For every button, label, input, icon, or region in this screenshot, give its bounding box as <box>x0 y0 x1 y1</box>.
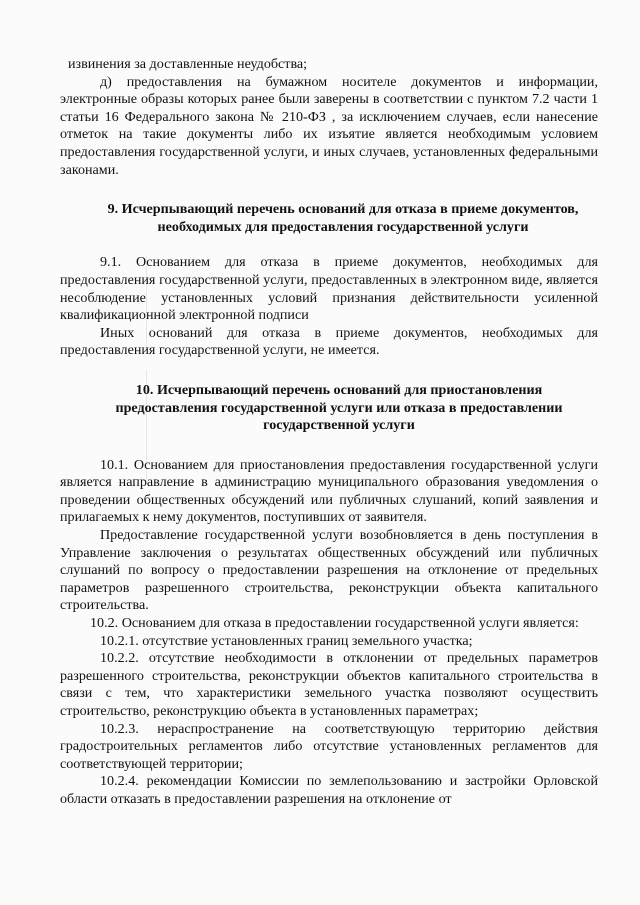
section-10-item-4: 10.2.4. рекомендации Комиссии по землепользованию и застройки Орловской области отказать в предоставлении разрешения на отклонение от <box>60 773 598 807</box>
section-10-paragraph-2: Предоставление государственной услуги возобновляется в день поступления в Управление заключения о результатах общественных обсуждений или публичных слушаний по вопросу о предоставлении разрешения на отклонение от предельных параметров разрешенного строительства, реконструкции объекта капитального строительства. <box>60 527 598 614</box>
section-10-item-2: 10.2.2. отсутствие необходимости в отклонении от предельных параметров разрешенного строительства, реконструкции объектов капитального строительства в связи с тем, что характеристики земельного участка позволяют осуществить строительство, реконструкцию объекта в установленных параметрах; <box>60 650 598 719</box>
section-10-paragraph-3: 10.2. Основанием для отказа в предоставлении государственной услуги является: <box>90 615 579 632</box>
intro-paragraph-d: д) предоставления на бумажном носителе документов и информации, электронные образы которых ранее были заверены в соответствии с пунктом 7.2 части 1 статьи 16 Федерального закона № 210-ФЗ , за исключением случаев, если нанесение отметок на такие документы либо их изъятие является необходимым условием предоставления государственной услуги, и иных случаев, установленных федеральными законами. <box>60 73 598 178</box>
section-9-paragraph-2: Иных оснований для отказа в приеме документов, необходимых для предоставления государственной услуги, не имеется. <box>60 324 598 359</box>
section-10-paragraph-1: 10.1. Основанием для приостановления предоставления государственной услуги является направление в администрацию муниципального образования уведомления о проведении общественных обсуждений или публичных слушаний, копий заявления и прилагаемых к нему документов, поступивших от заявителя. <box>60 456 598 526</box>
document-page <box>60 56 598 809</box>
section-10-item-1: 10.2.1. отсутствие установленных границ земельного участка; <box>100 632 473 649</box>
section-9-heading: 9. Исчерпывающий перечень оснований для отказа в приеме документов, необходимых для предоставления государственной услуги <box>107 201 579 235</box>
intro-line-1: извинения за доставленные неудобства; <box>68 56 308 72</box>
section-10-heading: 10. Исчерпывающий перечень оснований для приостановления предоставления государственной услуги или отказа в предоставлении государственной услуги <box>115 381 563 434</box>
section-9-paragraph-1: 9.1. Основанием для отказа в приеме документов, необходимых для предоставления государственной услуги, предоставленных в электронном виде, является несоблюдение установленных условий признания действительности усиленной квалификационной электронной подписи <box>60 254 598 324</box>
section-10-item-3: 10.2.3. нераспространение на соответствующую территорию действия градостроительных регламентов либо отсутствие установленных регламентов для соответствующей территории; <box>60 720 598 772</box>
